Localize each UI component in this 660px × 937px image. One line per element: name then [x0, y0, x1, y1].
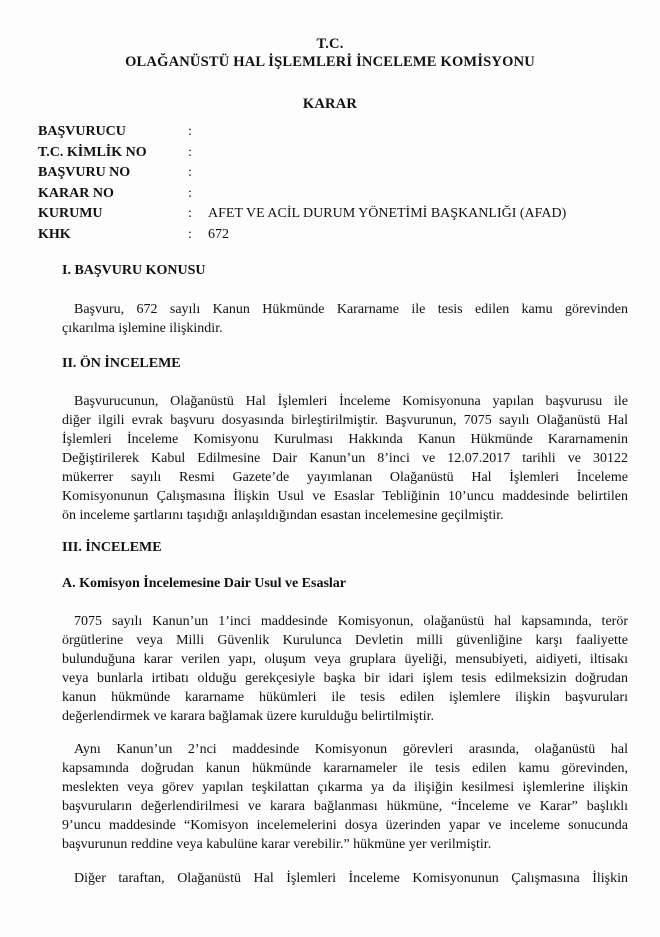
paragraph-line: Başvurucunun, Olağanüstü Hal İşlemleri İnceleme Komisyonuna yapılan başvurusu ile [74, 394, 628, 409]
info-table [38, 122, 638, 245]
info-label: KURUMU [38, 206, 103, 222]
paragraph-preliminary-review [62, 392, 628, 525]
paragraph-line: Değiştirilerek Kabul Edilmesine Dair Kanun’un 8’inci ve 12.07.2017 tarihli ve 30122 [62, 451, 628, 466]
paragraph-line: başvuruların değerlendirilmesi ve karara bağlanması hükmüne, “İnceleme ve Karar” başlıklı [62, 799, 628, 814]
header-tc: T.C. [316, 36, 344, 52]
info-row-decision-no [38, 184, 638, 205]
paragraph-law-article-1 [62, 612, 628, 726]
info-colon: : [188, 185, 192, 201]
section-title-review: III. İNCELEME [62, 540, 162, 555]
paragraph-line: Komisyonunun Çalışmasına İlişkin Usul ve Esaslar Tebliğinin 10’uncu maddesinde belirtilen [62, 489, 628, 504]
info-label: BAŞVURUCU [38, 124, 126, 140]
paragraph-line: kanun hükmünde kararname hükümleri ile tesis edilen işlemlere ilişkin başvuruları [62, 690, 628, 705]
info-row-applicant [38, 122, 638, 143]
paragraph-line: ön inceleme şartlarını taşıdığı anlaşıldığından esastan incelemesine geçilmiştir. [62, 508, 504, 523]
info-value: 672 [208, 226, 229, 242]
info-colon: : [188, 165, 192, 181]
info-row-institution [38, 204, 638, 225]
paragraph-line: İşlemleri İnceleme Komisyonu Kurulması Hakkında Kanun Hükmünde Kararnamenin [62, 432, 628, 447]
info-value: AFET VE ACİL DURUM YÖNETİMİ BAŞKANLIĞI (AFAD) [208, 206, 567, 222]
section-title-application-subject: I. BAŞVURU KONUSU [62, 263, 206, 278]
paragraph-line: Aynı Kanun’un 2’nci maddesinde Komisyonun görevleri arasında, olağanüstü hal [74, 742, 628, 757]
header-organization: OLAĞANÜSTÜ HAL İŞLEMLERİ İNCELEME KOMİSYONU [125, 54, 535, 70]
info-label: KARAR NO [38, 185, 114, 201]
paragraph-line: çıkarılma işlemine ilişkindir. [62, 321, 223, 336]
info-row-application-no [38, 163, 638, 184]
paragraph-application-subject [62, 300, 628, 338]
paragraph-line: bulunduğuna karar verilen yapı, oluşum veya gruplara üyeliği, mensubiyeti, aidiyeti, iltisakı [62, 652, 628, 667]
info-label: BAŞVURU NO [38, 165, 131, 181]
paragraph-line: veya bunlarla irtibatı olduğu gerekçesiyle başka bir idari işlem tesis edilmeksizin doğrudan [62, 671, 628, 686]
paragraph-line: meslekten veya görev yapılan teşkilattan çıkarma ya da ilişiğin kesilmesi işlemlerine ilişkin [62, 780, 628, 795]
info-colon: : [188, 144, 192, 160]
paragraph-line: değerlendirmek ve karara bağlamak üzere kurulduğu belirtilmiştir. [62, 709, 435, 724]
info-colon: : [188, 206, 192, 222]
paragraph-line: 9’uncu maddesinde “Komisyon incelemelerini dosya üzerinden yapar ve inceleme sonucunda [62, 818, 628, 833]
paragraph-law-article-2 [62, 740, 628, 854]
document-type-title: KARAR [302, 96, 358, 112]
info-row-id-number [38, 143, 638, 164]
paragraph-line: Diğer taraftan, Olağanüstü Hal İşlemleri İnceleme Komisyonunun Çalışmasına İlişkin [74, 871, 628, 886]
info-colon: : [188, 226, 192, 242]
paragraph-line: 7075 sayılı Kanun’un 1’inci maddesinde Komisyonun, olağanüstü hal kapsamında, terör [74, 614, 628, 629]
info-row-khk [38, 225, 638, 246]
paragraph-line: kapsamında doğrudan kanun hükmünde kararnameler ile tesis edilen kamu görevinden, [62, 761, 628, 776]
subsection-title-procedures: A. Komisyon İncelemesine Dair Usul ve Esaslar [62, 576, 347, 591]
paragraph-line: başvurunun reddine veya kabulüne karar verebilir.” hükmüne yer verilmiştir. [62, 837, 492, 852]
info-colon: : [188, 124, 192, 140]
paragraph-line: mükerrer sayılı Resmi Gazete’de yayımlanan Olağanüstü Hal İşlemleri İnceleme [62, 470, 628, 485]
paragraph-line: diğer ilgili evrak başvuru dosyasında birleştirilmiştir. Başvurunun, 7075 sayılı Olağanüstü Hal [62, 413, 628, 428]
paragraph-line: örgütlerine veya Milli Güvenlik Kurulunca Devletin milli güvenliğine karşı faaliyette [62, 633, 628, 648]
paragraph-communique [62, 869, 628, 888]
info-label: KHK [38, 226, 71, 242]
paragraph-line: Başvuru, 672 sayılı Kanun Hükmünde Kararname ile tesis edilen kamu görevinden [74, 302, 628, 317]
section-title-preliminary-review: II. ÖN İNCELEME [62, 356, 181, 371]
info-label: T.C. KİMLİK NO [38, 144, 147, 160]
